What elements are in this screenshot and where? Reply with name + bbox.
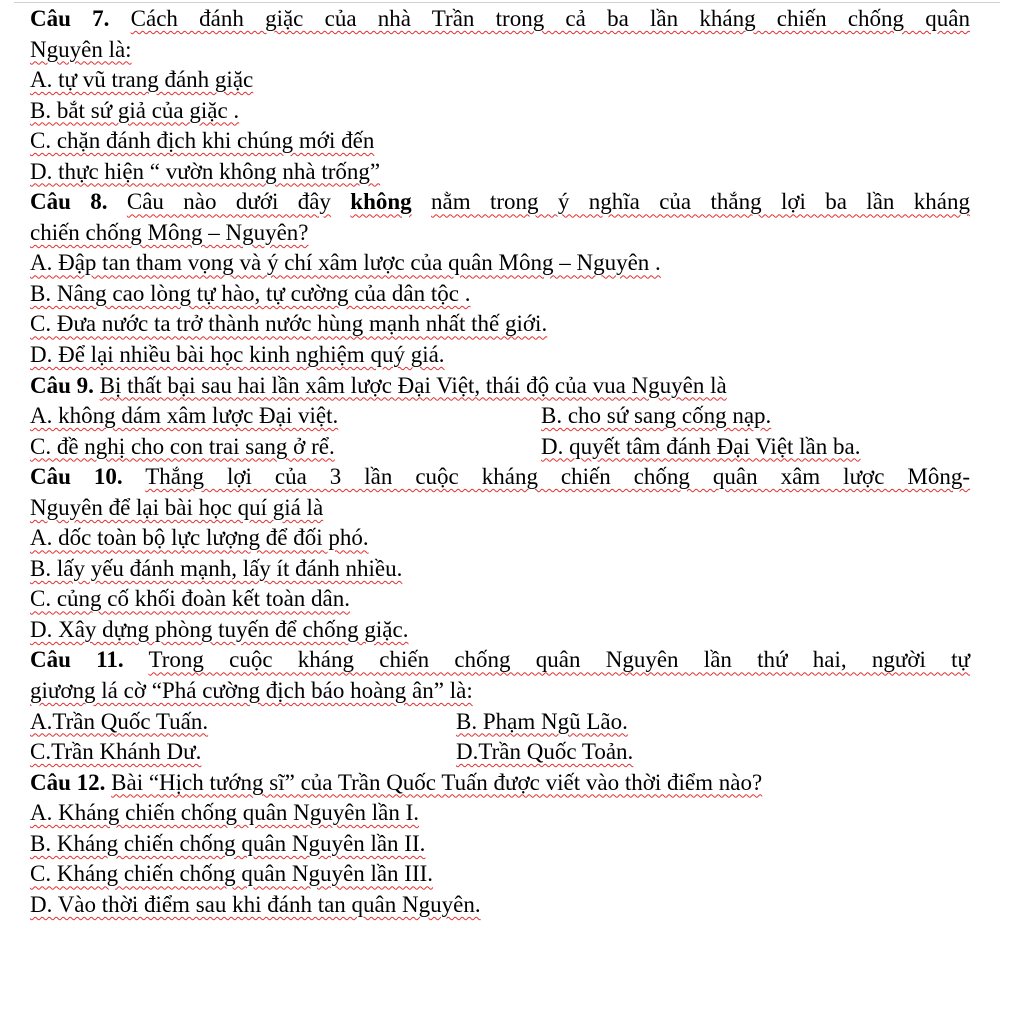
quiz-document bbox=[30, 4, 970, 920]
question-10-text-cont: Nguyên để lại bài học quí giá là bbox=[30, 494, 324, 520]
option-text: B. bắt sứ giả của giặc . bbox=[30, 97, 240, 123]
question-12-option-c[interactable] bbox=[30, 859, 970, 890]
option-text: A. Đập tan tham vọng và ý chí xâm lược của quân Mông – Nguyên . bbox=[30, 250, 661, 276]
option-text: A. Kháng chiến chống quân Nguyên lần I. bbox=[30, 800, 419, 826]
option-text: D. Vào thời điểm sau khi đánh tan quân Nguyên. bbox=[30, 891, 481, 917]
question-8-line-2 bbox=[30, 218, 970, 249]
question-7-option-b[interactable] bbox=[30, 96, 970, 127]
question-7-text: Cách đánh giặc của nhà Trần trong cả ba lần kháng chiến chống quân bbox=[130, 6, 970, 31]
option-text: D. Xây dựng phòng tuyến để chống giặc. bbox=[30, 616, 409, 642]
question-10-number: Câu 10. bbox=[30, 464, 123, 490]
question-8-text-bold: không bbox=[350, 189, 412, 215]
question-11-option-c[interactable]: C.Trần Khánh Dư. bbox=[30, 739, 202, 765]
question-11-line-1 bbox=[30, 645, 970, 676]
question-10-option-a[interactable] bbox=[30, 523, 970, 554]
option-text: C. Đưa nước ta trở thành nước hùng mạnh nhất thế giới. bbox=[30, 311, 548, 337]
question-9-option-d[interactable]: D. quyết tâm đánh Đại Việt lần ba. bbox=[541, 433, 861, 459]
option-text: D. thực hiện “ vườn không nhà trống” bbox=[30, 158, 381, 184]
question-9-options-row-2 bbox=[30, 432, 970, 463]
option-text: C. Kháng chiến chống quân Nguyên lần III. bbox=[30, 861, 434, 887]
question-11-option-b[interactable]: B. Phạm Ngũ Lão. bbox=[456, 708, 628, 734]
question-8-option-a[interactable] bbox=[30, 248, 970, 279]
question-7-option-a[interactable] bbox=[30, 65, 970, 96]
question-8-text-cont: chiến chống Mông – Nguyên? bbox=[30, 219, 309, 245]
option-text: B. lấy yếu đánh mạnh, lấy ít đánh nhiều. bbox=[30, 555, 403, 581]
option-text: B. Kháng chiến chống quân Nguyên lần II. bbox=[30, 830, 426, 856]
question-12-line-1 bbox=[30, 768, 970, 799]
page-top-border bbox=[14, 2, 1000, 3]
question-11-options-row-1 bbox=[30, 707, 970, 738]
question-9-number: Câu 9. bbox=[30, 372, 94, 398]
question-11-option-d[interactable]: D.Trần Quốc Toản. bbox=[456, 739, 634, 765]
question-10-line-2 bbox=[30, 493, 970, 524]
question-9-text: Bị thất bại sau hai lần xâm lược Đại Việt, thái độ của vua Nguyên là bbox=[99, 372, 727, 398]
question-12-option-b[interactable] bbox=[30, 829, 970, 860]
question-8-option-d[interactable] bbox=[30, 340, 970, 371]
question-9-option-c[interactable]: C. đề nghị cho con trai sang ở rể. bbox=[30, 433, 335, 459]
question-10-option-d[interactable] bbox=[30, 615, 970, 646]
question-8-option-b[interactable] bbox=[30, 279, 970, 310]
question-7-line-1 bbox=[30, 4, 970, 35]
question-7-text-cont: Nguyên là: bbox=[30, 36, 132, 62]
option-text: C. chặn đánh địch khi chúng mới đến bbox=[30, 128, 375, 154]
question-11-text: Trong cuộc kháng chiến chống quân Nguyên lần thứ hai, người tự bbox=[148, 647, 970, 673]
option-text: A. dốc toàn bộ lực lượng để đối phó. bbox=[30, 525, 369, 551]
question-10-line-1 bbox=[30, 462, 970, 493]
question-11-option-a[interactable]: A.Trần Quốc Tuấn. bbox=[30, 708, 209, 734]
option-text: B. Nâng cao lòng tự hào, tự cường của dân tộc . bbox=[30, 280, 471, 306]
question-7-option-c[interactable] bbox=[30, 126, 970, 157]
question-9-option-a[interactable]: A. không dám xâm lược Đại việt. bbox=[30, 403, 339, 429]
option-text: C. củng cố khối đoàn kết toàn dân. bbox=[30, 586, 351, 612]
question-11-text-cont: giương lá cờ “Phá cường địch báo hoàng ân” là: bbox=[30, 678, 473, 704]
question-9-options-row-1 bbox=[30, 401, 970, 432]
question-7-option-d[interactable] bbox=[30, 157, 970, 188]
question-12-option-d[interactable] bbox=[30, 890, 970, 921]
question-7-number: Câu 7. bbox=[30, 6, 110, 31]
question-12-option-a[interactable] bbox=[30, 798, 970, 829]
question-10-option-c[interactable] bbox=[30, 584, 970, 615]
question-9-line-1 bbox=[30, 371, 970, 402]
question-8-text-before: Câu nào dưới đây bbox=[126, 189, 331, 215]
question-12-text: Bài “Hịch tướng sĩ” của Trần Quốc Tuấn được viết vào thời điểm nào? bbox=[111, 769, 763, 795]
question-10-text: Thắng lợi của 3 lần cuộc kháng chiến chống quân xâm lược Mông- bbox=[145, 464, 970, 490]
question-10-option-b[interactable] bbox=[30, 554, 970, 585]
option-text: A. tự vũ trang đánh giặc bbox=[30, 67, 254, 93]
question-12-number: Câu 12. bbox=[30, 769, 106, 795]
question-8-line-1 bbox=[30, 187, 970, 218]
question-11-number: Câu 11. bbox=[30, 647, 124, 673]
question-8-text-after: nằm trong ý nghĩa của thắng lợi ba lần kháng bbox=[431, 189, 970, 215]
question-8-option-c[interactable] bbox=[30, 309, 970, 340]
question-9-option-b[interactable]: B. cho sứ sang cống nạp. bbox=[541, 403, 772, 429]
question-7-line-2 bbox=[30, 35, 970, 66]
question-8-number: Câu 8. bbox=[30, 189, 108, 215]
option-text: D. Để lại nhiều bài học kinh nghiệm quý giá. bbox=[30, 342, 445, 368]
question-11-line-2 bbox=[30, 676, 970, 707]
question-11-options-row-2 bbox=[30, 737, 970, 768]
